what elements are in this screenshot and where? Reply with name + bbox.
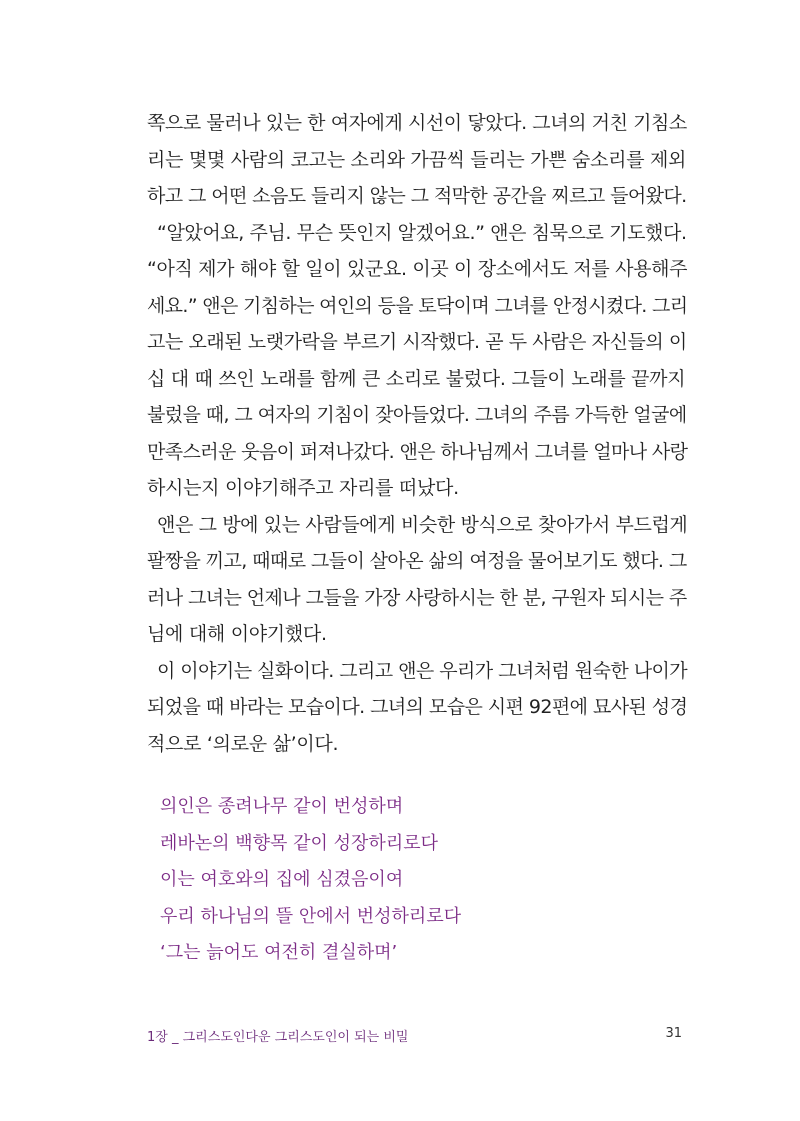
scripture-quote: [160, 789, 660, 972]
body-line: 불렀을 때, 그 여자의 기침이 잦아들었다. 그녀의 주름 가득한 얼굴에: [147, 404, 687, 426]
quote-line: ‘그는 늙어도 여전히 결실하며’: [160, 942, 398, 963]
quote-line: 의인은 종려나무 같이 번성하며: [160, 796, 404, 817]
body-line: 하시는지 이야기해주고 자리를 떠났다.: [147, 477, 459, 499]
body-line: 러나 그녀는 언제나 그들을 가장 사랑하시는 한 분, 구원자 되시는 주: [147, 586, 687, 609]
body-text: [147, 105, 687, 762]
body-line: 적으로 ‘의로운 삶’이다.: [147, 732, 339, 755]
body-line: 하고 그 어떤 소음도 들리지 않는 그 적막한 공간을 찌르고 들어왔다.: [147, 185, 687, 207]
quote-line: 레바논의 백향목 같이 성장하리로다: [160, 832, 438, 854]
body-line: 고는 오래된 노랫가락을 부르기 시작했다. 곧 두 사람은 자신들의 이: [147, 331, 687, 353]
quote-line: 우리 하나님의 뜰 안에서 번성하리로다: [160, 905, 462, 927]
page-number: 31: [665, 1026, 682, 1041]
running-footer-chapter: 1장 _ 그리스도인다운 그리스도인이 되는 비밀: [147, 1030, 409, 1045]
quote-line: 이는 여호와의 집에 심겼음이여: [160, 869, 404, 890]
body-line: 이 이야기는 실화이다. 그리고 앤은 우리가 그녀처럼 원숙한 나이가: [157, 659, 688, 682]
body-line: 앤은 그 방에 있는 사람들에게 비슷한 방식으로 찾아가서 부드럽게: [157, 513, 688, 536]
body-line: “아직 제가 해야 할 일이 있군요. 이곳 이 장소에서도 저를 사용해주: [147, 258, 688, 280]
body-line: 세요.” 앤은 기침하는 여인의 등을 토닥이며 그녀를 안정시켰다. 그리: [147, 294, 688, 317]
body-line: 팔짱을 끼고, 때때로 그들이 살아온 삶의 여정을 물어보기도 했다. 그: [147, 550, 687, 572]
body-line: 십 대 때 쓰인 노래를 함께 큰 소리로 불렀다. 그들이 노래를 끝까지: [147, 367, 686, 390]
body-line: 쪽으로 물러나 있는 한 여자에게 시선이 닿았다. 그녀의 거친 기침소: [147, 112, 687, 134]
body-line: 리는 몇몇 사람의 코고는 소리와 가끔씩 들리는 가쁜 숨소리를 제외: [147, 148, 687, 171]
body-line: 님에 대해 이야기했다.: [147, 623, 327, 645]
body-line: 만족스러운 웃음이 퍼져나갔다. 앤은 하나님께서 그녀를 얼마나 사랑: [147, 440, 688, 463]
body-line: “알았어요, 주님. 무슨 뜻인지 알겠어요.” 앤은 침묵으로 기도했다.: [157, 221, 687, 244]
body-line: 되었을 때 바라는 모습이다. 그녀의 모습은 시편 92편에 묘사된 성경: [147, 696, 688, 718]
